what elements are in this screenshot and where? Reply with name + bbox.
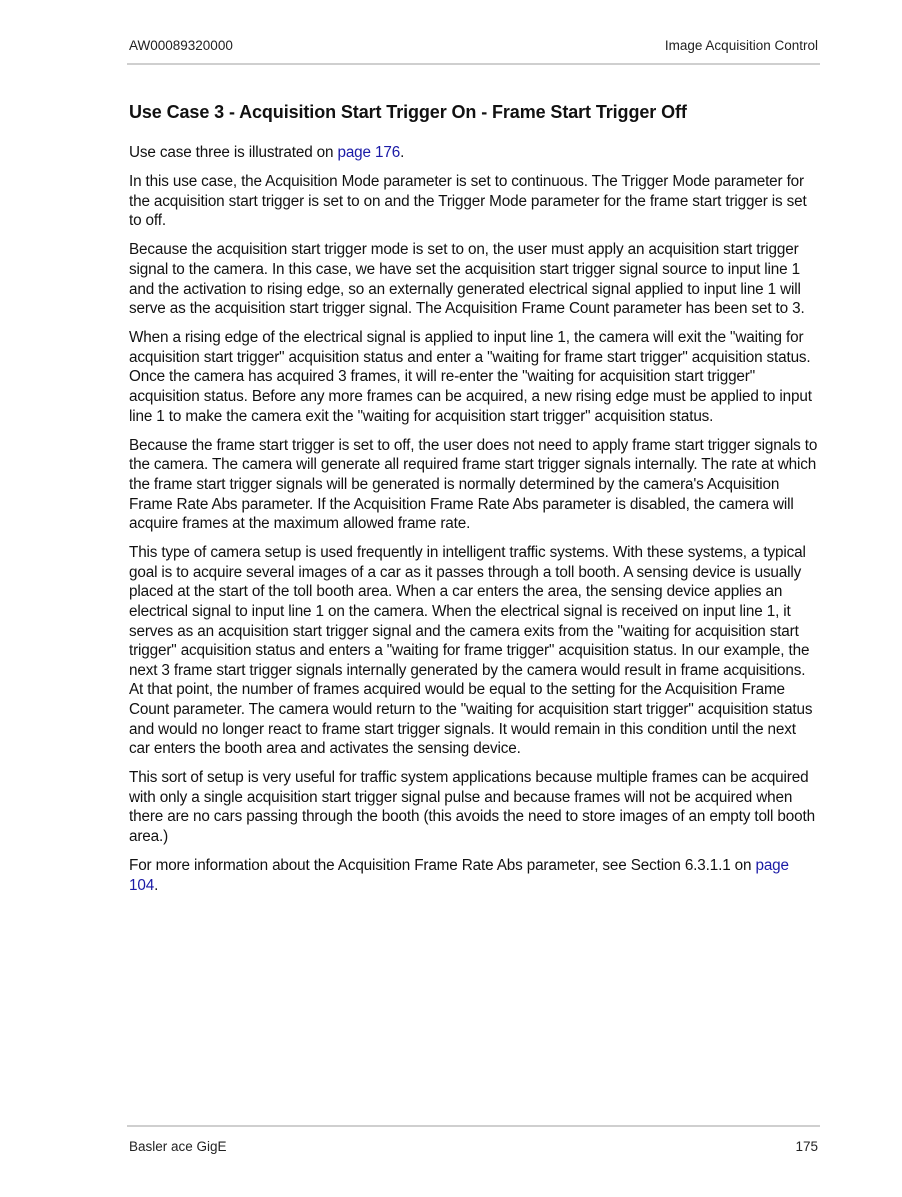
paragraph — [129, 856, 819, 895]
paragraph — [129, 143, 819, 163]
product-name: Basler ace GigE — [129, 1139, 227, 1154]
header-divider — [127, 63, 820, 65]
paragraph: This type of camera setup is used frequently in intelligent traffic systems. With these systems, a typical goal is to acquire several images of a car as it passes through a toll booth. A sensing device is usually placed at the start of the toll booth area. When a car enters the area, the sensing device applies an electrical signal to input line 1 on the camera. When the electrical signal is received on input line 1, it serves as an acquisition start trigger signal and the camera exits from the "waiting for acquisition start trigger" acquisition status and enters a "waiting for frame trigger" acquisition status. In our example, the next 3 frame start trigger signals internally generated by the camera would result in frame acquisitions. At that point, the number of frames acquired would be equal to the setting for the Acquisition Frame Count parameter. The camera would return to the "waiting for acquisition start trigger" acquisition status and would no longer react to frame start trigger signals. It would remain in this condition until the next car enters the booth area and activates the sensing device. — [129, 544, 813, 758]
chapter-title: Image Acquisition Control — [664, 38, 818, 53]
paragraph: When a rising edge of the electrical signal is applied to input line 1, the camera will exit the "waiting for acquisition start trigger" acquisition status and enter a "waiting for frame start trigger" acquisition status. Once the camera has acquired 3 frames, it will re-enter the "waiting for acquisition start trigger" acquisition status. Before any more frames can be acquired, a new rising edge must be applied to input line 1 to make the camera exit the "waiting for acquisition start trigger" acquisition status. — [129, 329, 812, 425]
section-title: Use Case 3 - Acquisition Start Trigger On - Frame Start Trigger Off — [129, 102, 687, 122]
body-text — [129, 143, 819, 905]
page-number: 175 — [795, 1139, 818, 1154]
document-id: AW00089320000 — [129, 38, 233, 53]
paragraph: This sort of setup is very useful for traffic system applications because multiple frames can be acquired with only a single acquisition start trigger signal pulse and because frames will not be acquired when there are no cars passing through the booth (this avoids the need to store images of an empty toll booth area.) — [129, 769, 815, 845]
page-176-link[interactable]: page 176 — [337, 144, 401, 161]
paragraph-text: For more information about the Acquisition Frame Rate Abs parameter, see Section 6.3.1.1 on — [129, 857, 756, 875]
footer-divider — [127, 1125, 820, 1127]
paragraph-text: . — [154, 876, 159, 894]
paragraph: In this use case, the Acquisition Mode parameter is set to continuous. The Trigger Mode parameter for the acquisition start trigger is set to on and the Trigger Mode parameter for the frame start trigger is set to off. — [129, 173, 807, 230]
paragraph: Because the frame start trigger is set to off, the user does not need to apply frame start trigger signals to the camera. The camera will generate all required frame start trigger signals internally. The rate at which the frame start trigger signals will be generated is normally determined by the camera's Acquisition Frame Rate Abs parameter. If the Acquisition Frame Rate Abs parameter is disabled, the camera will acquire frames at the maximum allowed frame rate. — [129, 436, 818, 533]
page-104-link[interactable]: page 104 — [129, 857, 789, 894]
paragraph: Because the acquisition start trigger mode is set to on, the user must apply an acquisition start trigger signal to the camera. In this case, we have set the acquisition start trigger signal source to input line 1 and the activation to rising edge, so an externally generated electrical signal applied to input line 1 will serve as the acquisition start trigger signal. The Acquisition Frame Count parameter has been set to 3. — [129, 241, 805, 318]
paragraph-text: . — [400, 144, 405, 161]
page-header — [129, 38, 818, 64]
paragraph-text: Use case three is illustrated on — [129, 144, 338, 161]
